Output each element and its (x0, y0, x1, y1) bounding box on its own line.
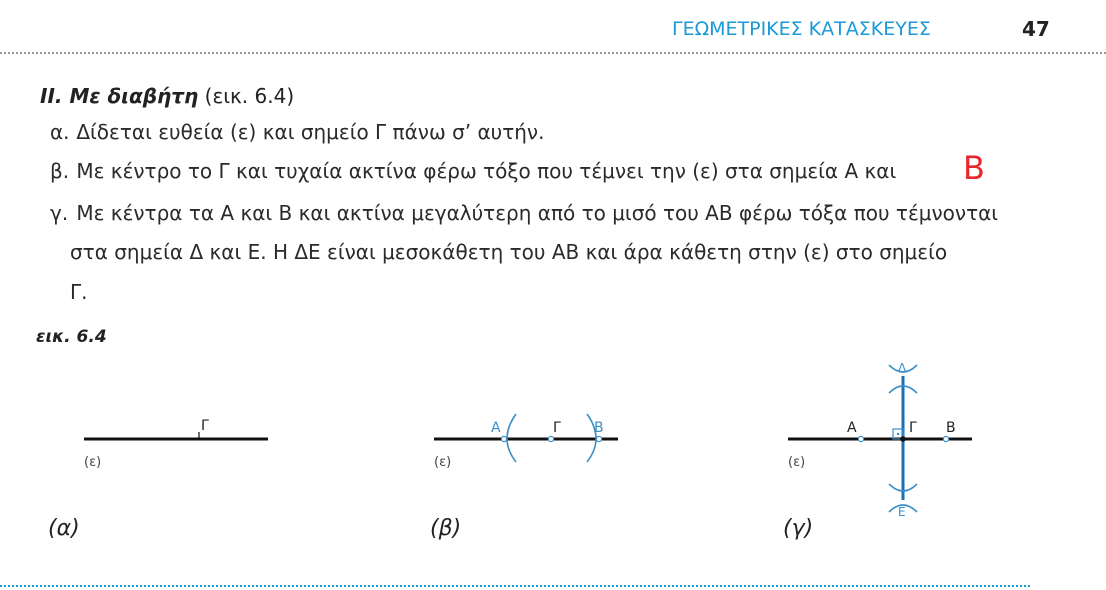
panel-b-label-e: (ε) (434, 455, 452, 470)
step-a-label: α. (50, 120, 70, 144)
step-b-label: β. (50, 159, 70, 183)
panel-c-label-d: Δ (898, 361, 907, 375)
point-a (501, 436, 506, 441)
panel-a-label-e: (ε) (84, 455, 102, 470)
panel-c-label-b: Β (946, 420, 956, 436)
panel-a-label-g: Γ (201, 418, 209, 434)
handwritten-b-annotation: B (963, 149, 985, 187)
step-c-line-1: Με κέντρα τα Α και Β και ακτίνα μεγαλύτερη από το μισό του ΑΒ φέρω τόξα που τέμνονται (76, 201, 999, 225)
point-b (943, 436, 948, 441)
panel-b-label-b: Β (594, 420, 604, 436)
point-b (596, 436, 601, 441)
panel-c-label-e-point: Ε (898, 505, 906, 519)
step-a-text: Δίδεται ευθεία (ε) και σημείο Γ πάνω σ’ αυτήν. (76, 120, 545, 144)
panel-c (788, 361, 972, 519)
section-title-ref: (εικ. 6.4) (198, 84, 295, 108)
panel-b-sublabel: (β) (430, 516, 462, 541)
panel-b-label-g: Γ (553, 420, 561, 436)
step-c-label: γ. (50, 201, 69, 225)
running-header-title: ΓΕΩΜΕΤΡΙΚΕΣ ΚΑΤΑΣΚΕΥΕΣ (672, 18, 931, 40)
panel-c-label-e: (ε) (788, 455, 806, 470)
figure-caption: εικ. 6.4 (36, 327, 107, 347)
step-c-line-2: στα σημεία Δ και Ε. Η ΔΕ είναι μεσοκάθετη του ΑΒ και άρα κάθετη στην (ε) στο σημείο (70, 240, 948, 264)
panel-c-sublabel: (γ) (783, 516, 814, 541)
footer-divider (0, 585, 1030, 587)
point-g (548, 436, 553, 441)
panel-c-label-g: Γ (909, 420, 917, 436)
panel-b (434, 414, 618, 470)
point-a (858, 436, 863, 441)
point-g (900, 436, 906, 442)
step-b-text: Με κέντρο το Γ και τυχαία ακτίνα φέρω τόξο που τέμνει την (ε) στα σημεία Α και (76, 159, 897, 183)
right-angle-dot (897, 433, 899, 435)
panel-a (84, 418, 268, 470)
page-number: 47 (1022, 17, 1050, 41)
section-title-bold: II. Με διαβήτη (40, 84, 199, 108)
step-c-line-3: Γ. (70, 280, 88, 304)
panel-b-label-a: Α (491, 420, 501, 436)
panel-a-sublabel: (α) (48, 516, 80, 541)
panel-c-label-a: Α (847, 420, 857, 436)
